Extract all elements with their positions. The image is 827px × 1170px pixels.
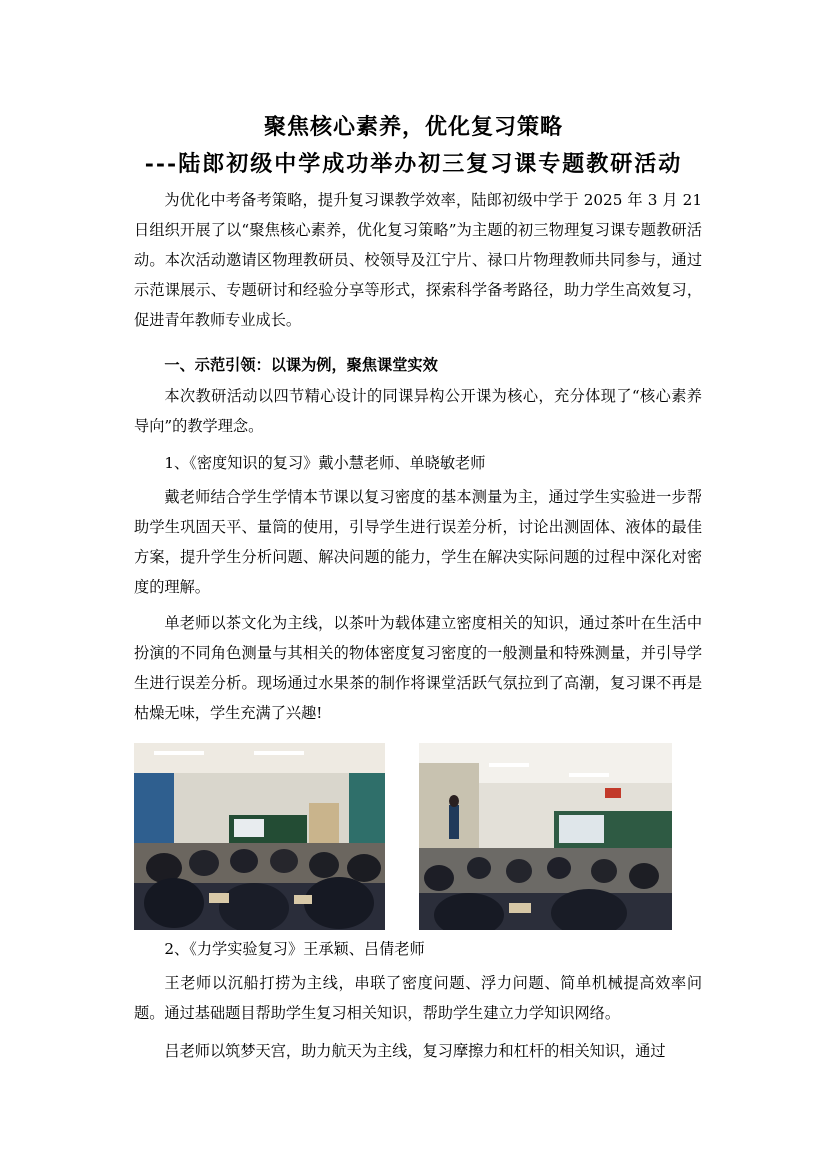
classroom-photo-2 [419, 743, 672, 930]
page-title: 聚焦核心素养，优化复习策略 [263, 114, 563, 140]
lesson2-paragraph-2: 吕老师以筑梦天宫，助力航天为主线，复习摩擦力和杠杆的相关知识，通过 [164, 1042, 666, 1060]
lesson2-heading: 2、《力学实验复习》王承颖、吕倩老师 [164, 940, 425, 958]
section1-intro: 本次教研活动以四节精心设计的同课异构公开课为核心，充分体现了“核心素养导向”的教学理念。 [134, 387, 702, 435]
lesson1-heading: 1、《密度知识的复习》戴小慧老师、单晓敏老师 [164, 454, 486, 472]
page-subtitle: ---陆郎初级中学成功举办初三复习课专题教研活动 [144, 151, 683, 177]
intro-paragraph: 为优化中考备考策略，提升复习课教学效率，陆郎初级中学于 2025 年 3 月 21 日组织开展了以“聚焦核心素养，优化复习策略”为主题的初三物理复习课专题教研活动。本次活动邀请区物理教研员、校领导及江宁片、禄口片物理教师共同参与，通过示范课展示、专题研讨和经验分享等形式，探索科学备考路径，助力学生高效复习，促进青年教师专业成长。 [134, 191, 702, 329]
section1-heading: 一、示范引领：以课为例，聚焦课堂实效 [164, 356, 438, 374]
lesson1-paragraph-2: 单老师以茶文化为主线，以茶叶为载体建立密度相关的知识，通过茶叶在生活中扮演的不同角色测量与其相关的物体密度复习密度的一般测量和特殊测量，并引导学生进行误差分析。现场通过水果茶的制作将课堂活跃气氛拉到了高潮，复习课不再是枯燥无味，学生充满了兴趣! [134, 614, 702, 722]
lesson1-paragraph-1: 戴老师结合学生学情本节课以复习密度的基本测量为主，通过学生实验进一步帮助学生巩固天平、量筒的使用，引导学生进行误差分析，讨论出测固体、液体的最佳方案，提升学生分析问题、解决问题的能力，学生在解决实际问题的过程中深化对密度的理解。 [134, 488, 702, 596]
lesson2-paragraph-1: 王老师以沉船打捞为主线，串联了密度问题、浮力问题、简单机械提高效率问题。通过基础题目帮助学生复习相关知识，帮助学生建立力学知识网络。 [134, 974, 702, 1022]
classroom-photo-1 [134, 743, 385, 930]
